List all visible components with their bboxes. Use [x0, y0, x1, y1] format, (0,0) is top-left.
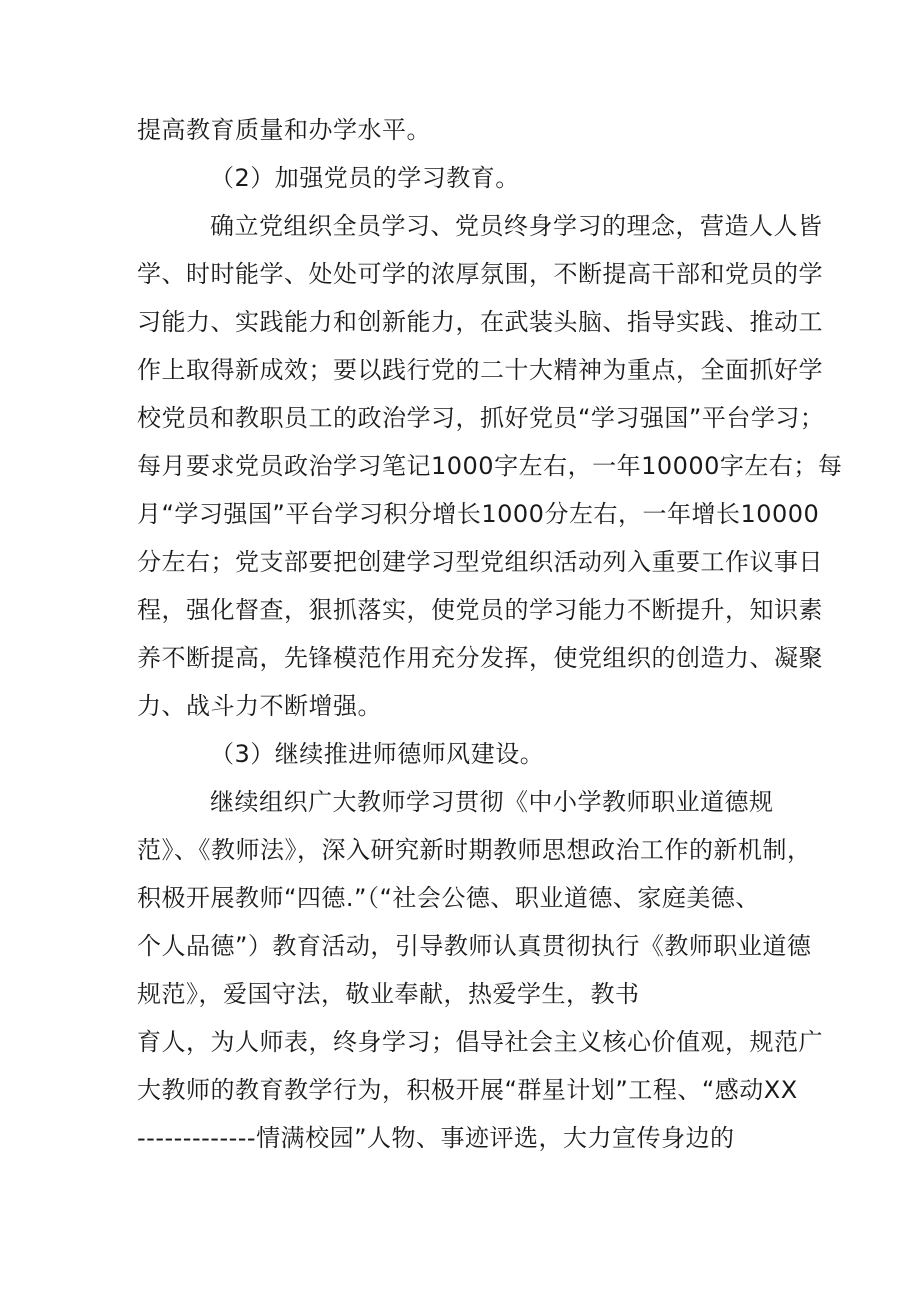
text-line: 作上取得新成效；要以践行党的二十大精神为重点，全面抓好学: [137, 356, 823, 384]
text-line: 学、时时能学、处处可学的浓厚氛围，不断提高干部和党员的学: [137, 260, 823, 288]
text-line: 程，强化督查，狠抓落实，使党员的学习能力不断提升，知识素: [137, 596, 823, 624]
text-line: 每月要求党员政治学习笔记1000字左右，一年10000字左右；每: [137, 452, 843, 480]
text-line: 育人，为人师表，终身学习；倡导社会主义核心价值观，规范广: [137, 1028, 823, 1056]
text-line: 继续组织广大教师学习贯彻《中小学教师职业道德规: [210, 788, 774, 816]
text-line: 校党员和教职员工的政治学习，抓好党员“学习强国”平台学习；: [137, 404, 825, 432]
text-line: 养不断提高，先锋模范作用充分发挥，使党组织的创造力、凝聚: [137, 644, 823, 672]
text-line: -------------情满校园”人物、事迹评选，大力宣传身边的: [137, 1124, 735, 1152]
text-line: 积极开展教师“四德.”（“社会公德、职业道德、家庭美德、: [137, 884, 760, 912]
section-heading-3: （3）继续推进师德师风建设。: [210, 740, 545, 768]
text-line: 范》、《教师法》，深入研究新时期教师思想政治工作的新机制，: [137, 836, 812, 864]
text-line: 分左右；党支部要把创建学习型党组织活动列入重要工作议事日: [137, 548, 823, 576]
text-line: 确立党组织全员学习、党员终身学习的理念，营造人人皆: [210, 212, 823, 240]
text-line: 规范》，爱国守法，敬业奉献，热爱学生，教书: [137, 980, 640, 1008]
text-line: 大教师的教育教学行为，积极开展“群星计划”工程、“感动XX: [137, 1076, 798, 1104]
section-heading-2: （2）加强党员的学习教育。: [210, 164, 520, 192]
text-line: 个人品德”）教育活动，引导教师认真贯彻执行《教师职业道德: [137, 932, 812, 960]
text-line: 力、战斗力不断增强。: [137, 692, 382, 720]
text-line: 习能力、实践能力和创新能力，在武装头脑、指导实践、推动工: [137, 308, 823, 336]
text-line: 月“学习强国”平台学习积分增长1000分左右，一年增长10000: [137, 500, 820, 528]
text-line: 提高教育质量和办学水平。: [137, 116, 431, 144]
